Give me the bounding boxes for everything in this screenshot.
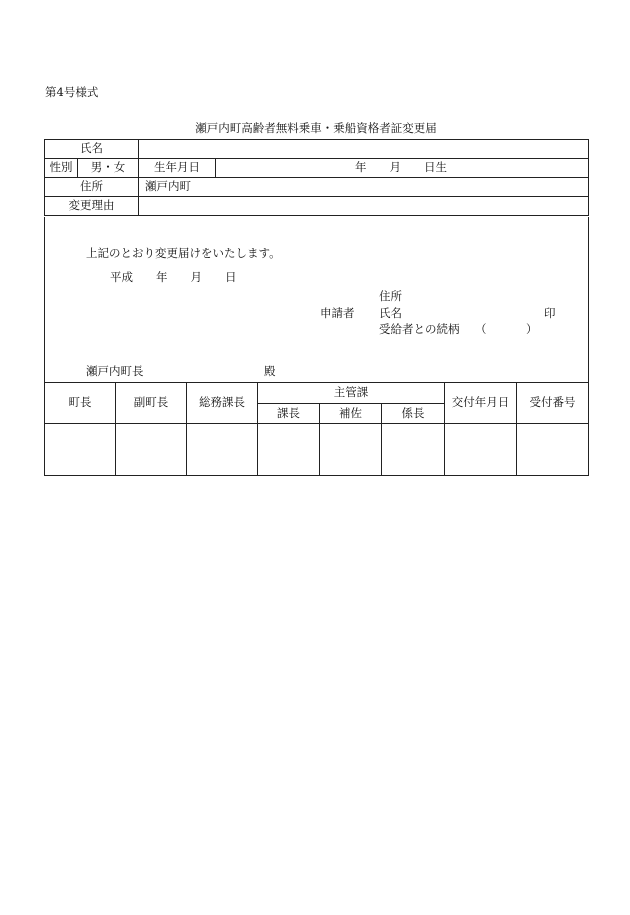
declaration-statement: 上記のとおり変更届けをいたします。 — [86, 246, 281, 260]
relation-close-paren: ） — [526, 322, 538, 336]
applicant-address-label: 住所 — [379, 289, 402, 303]
mayor-seal-cell[interactable] — [45, 424, 116, 476]
section-chief-header: 課長 — [258, 404, 320, 424]
approval-seal-row — [45, 424, 589, 476]
seal-mark: 印 — [544, 306, 556, 320]
submission-date[interactable]: 年 月 日 — [156, 270, 237, 284]
subsection-chief-header: 係長 — [382, 404, 445, 424]
birth-date-label: 生年月日 — [139, 159, 216, 178]
gender-birth-row — [45, 159, 589, 178]
general-affairs-chief-seal-cell[interactable] — [187, 424, 258, 476]
department-header: 主管課 — [258, 383, 445, 404]
receipt-number-header: 受付番号 — [517, 383, 589, 424]
mayor-header: 町長 — [45, 383, 116, 424]
reason-row — [45, 197, 589, 216]
subsection-chief-seal-cell[interactable] — [382, 424, 445, 476]
gender-label: 性別 — [45, 159, 78, 178]
issue-date-header: 交付年月日 — [445, 383, 517, 424]
name-field[interactable] — [139, 140, 589, 159]
honorific: 殿 — [264, 364, 276, 378]
declaration-section — [44, 217, 589, 382]
approval-header-row — [45, 383, 589, 404]
name-row — [45, 140, 589, 159]
address-label: 住所 — [45, 178, 139, 197]
approval-table — [44, 382, 589, 476]
issue-date-cell[interactable] — [445, 424, 517, 476]
relation-label: 受給者との続柄 — [379, 322, 460, 336]
address-row — [45, 178, 589, 197]
receipt-number-cell[interactable] — [517, 424, 589, 476]
relation-open-paren: （ — [475, 322, 487, 336]
address-field[interactable]: 瀬戸内町 — [139, 178, 589, 197]
gender-options[interactable]: 男・女 — [78, 159, 139, 178]
form-number: 第4号様式 — [45, 85, 99, 99]
birth-date-field[interactable]: 年 月 日生 — [216, 159, 589, 178]
reason-field[interactable] — [139, 197, 589, 216]
name-label: 氏名 — [45, 140, 139, 159]
assistant-seal-cell[interactable] — [320, 424, 382, 476]
date-era: 平成 — [110, 270, 133, 284]
general-affairs-chief-header: 総務課長 — [187, 383, 258, 424]
deputy-mayor-header: 副町長 — [116, 383, 187, 424]
recipient: 瀬戸内町長 — [86, 364, 144, 378]
applicant-name-label: 氏名 — [379, 306, 402, 320]
document-title: 瀬戸内町高齢者無料乗車・乗船資格者証変更届 — [195, 121, 437, 135]
deputy-mayor-seal-cell[interactable] — [116, 424, 187, 476]
reason-label: 変更理由 — [45, 197, 139, 216]
applicant-label: 申請者 — [320, 306, 355, 320]
applicant-info-table — [44, 139, 589, 216]
assistant-header: 補佐 — [320, 404, 382, 424]
section-chief-seal-cell[interactable] — [258, 424, 320, 476]
